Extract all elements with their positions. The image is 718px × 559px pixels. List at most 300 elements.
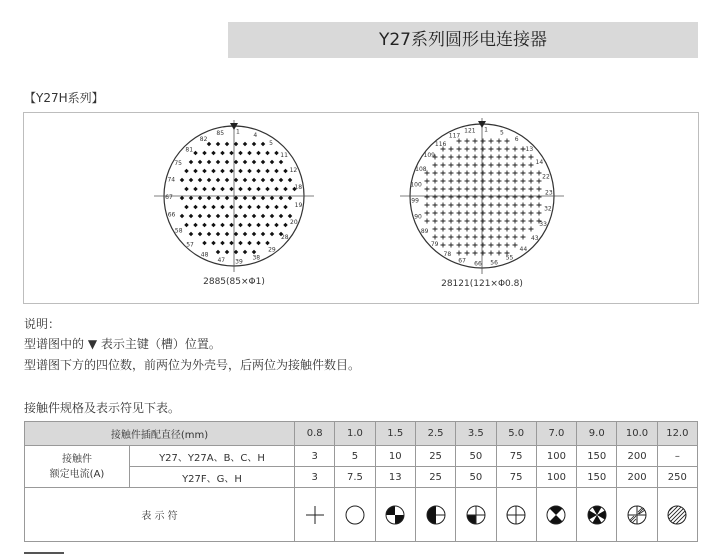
contact-pin: [207, 178, 212, 183]
contact-pin: [193, 169, 198, 174]
contact-pin: [441, 187, 446, 192]
contact-pin: [513, 211, 518, 216]
contact-pin: [465, 227, 470, 232]
contact-pin: [261, 232, 266, 237]
value-cell: 200: [617, 446, 657, 467]
contact-pin: [441, 219, 446, 224]
contact-pin: [449, 147, 454, 152]
contact-pin: [220, 169, 225, 174]
contact-pin: [465, 171, 470, 176]
diameter-cell: 1.0: [335, 422, 375, 446]
pin-number-label: 39: [235, 258, 243, 266]
contact-pin: [449, 171, 454, 176]
contact-pin: [481, 211, 486, 216]
contact-pin: [207, 214, 212, 219]
contact-pin: [489, 211, 494, 216]
contact-pin: [193, 205, 198, 210]
contact-pin: [441, 171, 446, 176]
contact-pin: [497, 187, 502, 192]
contact-pin: [505, 155, 510, 160]
contact-pin: [247, 223, 252, 228]
contact-pin: [497, 243, 502, 248]
contact-pin: [193, 223, 198, 228]
contact-pin: [489, 163, 494, 168]
contact-pin: [481, 251, 486, 256]
contact-pin: [481, 203, 486, 208]
contact-pin: [265, 205, 270, 210]
contact-pin: [457, 235, 462, 240]
contact-pin: [497, 251, 502, 256]
value-cell: 25: [415, 467, 455, 488]
contact-pin: [279, 160, 284, 165]
rated-current-label-line1: 接触件: [62, 453, 92, 465]
contact-pin: [216, 196, 221, 201]
pin-number-label: 56: [490, 259, 498, 267]
contact-pin: [220, 205, 225, 210]
contact-pin: [521, 227, 526, 232]
contact-pin: [234, 232, 239, 237]
contact-pin: [457, 251, 462, 256]
contact-pin: [202, 241, 207, 246]
contact-pin: [489, 179, 494, 184]
contact-pin: [497, 155, 502, 160]
contact-pin: [234, 178, 239, 183]
contact-pin: [537, 211, 542, 216]
contact-pin: [252, 232, 257, 237]
contact-pin: [529, 187, 534, 192]
pin-number-label: 22: [542, 173, 550, 181]
contact-pin: [481, 179, 486, 184]
pin-number-label: 5: [269, 140, 273, 148]
contact-pin: [497, 171, 502, 176]
contact-pin: [481, 187, 486, 192]
contact-pin: [521, 179, 526, 184]
contact-pin: [247, 151, 252, 156]
contact-pin: [211, 205, 216, 210]
pin-number-label: 79: [430, 240, 439, 248]
contact-pin: [261, 196, 266, 201]
contact-pin: [505, 227, 510, 232]
table-intro: 接触件规格及表示符见下表。: [24, 401, 181, 415]
contact-pin: [283, 187, 288, 192]
value-cell: 10: [375, 446, 415, 467]
contact-pin: [481, 171, 486, 176]
contact-pin: [261, 142, 266, 147]
contact-pin: [189, 160, 194, 165]
diameter-cell: 12.0: [657, 422, 697, 446]
contact-pin: [505, 211, 510, 216]
contact-pin: [497, 139, 502, 144]
contact-pin: [465, 243, 470, 248]
contact-pin: [513, 155, 518, 160]
pin-number-label: 121: [464, 127, 476, 135]
contact-pin: [449, 211, 454, 216]
contact-pin: [449, 227, 454, 232]
contact-pin: [537, 195, 542, 200]
diagram-caption: 2885(85×Φ1): [203, 277, 265, 287]
page-title-bar: [228, 22, 698, 58]
contact-pin: [441, 155, 446, 160]
value-cell: 150: [577, 467, 617, 488]
contact-pin: [216, 178, 221, 183]
series-label: 【Y27H系列】: [24, 91, 104, 105]
contact-pin: [207, 232, 212, 237]
contact-pin: [505, 243, 510, 248]
contact-pin: [513, 195, 518, 200]
contact-pin: [198, 232, 203, 237]
value-cell: 13: [375, 467, 415, 488]
contact-pin: [465, 163, 470, 168]
contact-pin: [465, 179, 470, 184]
contact-pin: [433, 195, 438, 200]
contact-pin: [465, 155, 470, 160]
contact-pin: [473, 203, 478, 208]
contact-pin: [489, 235, 494, 240]
contact-pin: [202, 223, 207, 228]
pin-number-label: 29: [268, 246, 276, 254]
contact-pin: [433, 187, 438, 192]
pin-number-label: 85: [216, 129, 225, 137]
contact-pin: [220, 241, 225, 246]
contact-pin: [449, 163, 454, 168]
contact-pin: [457, 195, 462, 200]
contact-pin: [425, 219, 430, 224]
contact-pin: [243, 142, 248, 147]
contact-pin: [234, 196, 239, 201]
contact-pin: [441, 203, 446, 208]
diameter-cell: 2.5: [415, 422, 455, 446]
contact-pin: [521, 171, 526, 176]
contact-pin: [513, 203, 518, 208]
diameter-cell: 5.0: [496, 422, 536, 446]
symbol-cell: [496, 488, 536, 542]
contact-pin: [473, 147, 478, 152]
quarter-black-bl-icon: [464, 503, 488, 527]
contact-pin: [513, 243, 518, 248]
contact-pin: [256, 241, 261, 246]
contact-pin: [207, 196, 212, 201]
contact-pin: [238, 187, 243, 192]
value-cell: 100: [536, 446, 576, 467]
contact-pin: [521, 195, 526, 200]
contact-pin: [425, 203, 430, 208]
contact-pin: [497, 227, 502, 232]
contact-pin: [274, 169, 279, 174]
contact-pin: [225, 250, 230, 255]
pin-number-label: 108: [415, 166, 427, 174]
pin-number-label: 67: [458, 257, 466, 265]
contact-pin: [489, 187, 494, 192]
contact-pin: [521, 155, 526, 160]
contact-pin: [184, 223, 189, 228]
rated-current-label: [25, 446, 130, 488]
contact-pin: [489, 171, 494, 176]
contact-pin: [529, 195, 534, 200]
contact-pin: [252, 160, 257, 165]
contact-pin: [441, 163, 446, 168]
contact-pin: [449, 195, 454, 200]
contact-pin: [513, 179, 518, 184]
contact-pin: [521, 235, 526, 240]
contact-pin: [537, 179, 542, 184]
contact-pin: [270, 178, 275, 183]
contact-pin: [211, 151, 216, 156]
notes-header: 说明：: [24, 317, 61, 331]
contact-pin: [288, 196, 293, 201]
pin-number-label: 4: [253, 132, 258, 140]
contact-pin: [473, 235, 478, 240]
contact-pin: [274, 205, 279, 210]
contact-pin: [198, 178, 203, 183]
diameter-header: 接触件插配直径(mm): [25, 422, 295, 446]
pin-number-label: 74: [167, 176, 176, 184]
pin-number-label: 48: [200, 251, 209, 259]
contact-pin: [449, 219, 454, 224]
contact-pin: [193, 187, 198, 192]
pin-number-label: 57: [186, 241, 194, 249]
contact-pin: [457, 155, 462, 160]
contact-pin: [234, 142, 239, 147]
contact-pin: [220, 151, 225, 156]
contact-pin: [270, 160, 275, 165]
circle-cross-icon: [504, 503, 528, 527]
contact-pin: [441, 179, 446, 184]
diameter-cell: 0.8: [295, 422, 335, 446]
contact-pin: [261, 214, 266, 219]
contact-pin: [521, 219, 526, 224]
contact-pin: [465, 187, 470, 192]
contact-pin: [529, 171, 534, 176]
contact-pin: [216, 232, 221, 237]
symbol-cell: [617, 488, 657, 542]
contact-pin: [216, 250, 221, 255]
contact-pin: [189, 232, 194, 237]
contact-pin: [473, 219, 478, 224]
contact-pin: [265, 187, 270, 192]
contact-pin: [433, 171, 438, 176]
contact-pin: [505, 195, 510, 200]
contact-pin: [489, 147, 494, 152]
circle-icon: [343, 503, 367, 527]
contact-pin: [283, 205, 288, 210]
contact-pin: [234, 214, 239, 219]
contact-pin: [465, 251, 470, 256]
contact-pin: [243, 160, 248, 165]
contact-pin: [473, 195, 478, 200]
contact-pin: [497, 211, 502, 216]
contact-pin: [211, 169, 216, 174]
contact-pin: [441, 195, 446, 200]
contact-pin: [238, 151, 243, 156]
pin-number-label: 20: [290, 218, 298, 226]
value-cell: 75: [496, 446, 536, 467]
symbol-cell: [657, 488, 697, 542]
rated-current-label-line2: 额定电流(A): [49, 468, 105, 480]
contact-pin: [449, 155, 454, 160]
contact-pin: [473, 251, 478, 256]
contact-pin: [473, 227, 478, 232]
contact-pin: [497, 195, 502, 200]
contact-pin: [537, 171, 542, 176]
contact-pin: [521, 203, 526, 208]
pin-number-label: 32: [544, 205, 552, 213]
contact-pin: [211, 223, 216, 228]
contact-pin: [283, 223, 288, 228]
contact-pin: [505, 203, 510, 208]
contact-pin: [220, 223, 225, 228]
contact-pin: [256, 169, 261, 174]
contact-pin: [497, 179, 502, 184]
contact-pin: [243, 250, 248, 255]
plus-icon: [303, 503, 327, 527]
contact-pin: [489, 155, 494, 160]
contact-pin: [198, 214, 203, 219]
contact-pin: [441, 227, 446, 232]
pin-number-label: 116: [434, 140, 447, 148]
diameter-cell: 7.0: [536, 422, 576, 446]
contact-pin: [252, 142, 257, 147]
contact-pin: [457, 179, 462, 184]
pin-number-label: 33: [539, 220, 547, 228]
value-cell: 100: [536, 467, 576, 488]
contact-pin: [513, 227, 518, 232]
contact-pin: [238, 205, 243, 210]
contact-pin: [288, 214, 293, 219]
contact-pin: [513, 171, 518, 176]
contact-pin: [243, 196, 248, 201]
contact-pin: [513, 235, 518, 240]
contact-pin: [481, 235, 486, 240]
contact-pin: [489, 203, 494, 208]
model-cell: Y27F、G、H: [130, 467, 295, 488]
contact-pin: [433, 179, 438, 184]
contact-pin: [220, 187, 225, 192]
model-cell: Y27、Y27A、B、C、H: [130, 446, 295, 467]
contact-pin: [457, 227, 462, 232]
contact-pin: [449, 179, 454, 184]
contact-pin: [425, 211, 430, 216]
contact-pin: [202, 151, 207, 156]
contact-pin: [529, 163, 534, 168]
value-cell: 50: [456, 467, 496, 488]
contact-pin: [202, 187, 207, 192]
diameter-cell: 3.5: [456, 422, 496, 446]
contact-pin: [433, 203, 438, 208]
contact-pin: [225, 178, 230, 183]
contact-pin: [270, 214, 275, 219]
table-row: [25, 446, 698, 467]
symbol-cell: [577, 488, 617, 542]
contact-pin: [238, 241, 243, 246]
pin-number-label: 58: [174, 227, 183, 235]
contact-pin: [481, 243, 486, 248]
contact-pin: [247, 241, 252, 246]
contact-pin: [481, 139, 486, 144]
diameter-cell: 10.0: [617, 422, 657, 446]
contact-pin: [481, 163, 486, 168]
contact-pin: [216, 160, 221, 165]
contact-pin: [270, 196, 275, 201]
pin-number-label: 6: [514, 136, 519, 144]
contact-pin: [243, 232, 248, 237]
contact-pin: [229, 151, 234, 156]
contact-pin: [505, 147, 510, 152]
value-cell: 5: [335, 446, 375, 467]
contact-pin: [521, 163, 526, 168]
contact-pin: [465, 219, 470, 224]
contact-pin: [481, 227, 486, 232]
contact-pin: [465, 195, 470, 200]
contact-pin: [238, 223, 243, 228]
value-cell: 200: [617, 467, 657, 488]
quarter-black-tl-icon: [383, 503, 407, 527]
contact-pin: [481, 195, 486, 200]
hatched-icon: [665, 503, 689, 527]
contact-pin: [243, 214, 248, 219]
contact-pin: [184, 187, 189, 192]
contact-pin: [265, 151, 270, 156]
contact-pin: [505, 235, 510, 240]
contact-pin: [457, 211, 462, 216]
contact-pin: [489, 251, 494, 256]
pin-number-label: 117: [448, 132, 461, 140]
contact-pin: [243, 178, 248, 183]
contact-pin: [513, 163, 518, 168]
contact-pin: [225, 232, 230, 237]
contact-pin: [433, 163, 438, 168]
pin-number-label: 100: [410, 181, 422, 189]
symbol-cell: [335, 488, 375, 542]
contact-pin: [441, 211, 446, 216]
pin-number-label: 23: [545, 189, 553, 197]
contact-pin: [433, 219, 438, 224]
pin-number-label: 1: [235, 128, 240, 136]
page-title: Y27系列圆形电连接器: [378, 30, 548, 50]
symbol-cell: [456, 488, 496, 542]
contact-pin: [279, 196, 284, 201]
contact-pin: [449, 187, 454, 192]
contact-pin: [229, 169, 234, 174]
contact-pin: [202, 169, 207, 174]
contact-pin: [473, 211, 478, 216]
value-cell: 75: [496, 467, 536, 488]
pin-number-label: 55: [505, 254, 514, 262]
contact-pin: [441, 243, 446, 248]
contact-pin: [473, 243, 478, 248]
contact-pin: [449, 243, 454, 248]
note-line-1: 型谱图中的 ▼ 表示主键（槽）位置。: [24, 337, 221, 351]
four-sector-icon: [585, 503, 609, 527]
contact-pin: [521, 187, 526, 192]
contact-pin: [256, 187, 261, 192]
contact-pin: [505, 219, 510, 224]
contact-pin: [489, 139, 494, 144]
contact-pin: [261, 160, 266, 165]
contact-pin: [489, 243, 494, 248]
contact-pin: [513, 219, 518, 224]
pin-number-label: 12: [289, 167, 298, 175]
contact-pin: [449, 235, 454, 240]
contact-pin: [229, 223, 234, 228]
contact-pin: [234, 160, 239, 165]
contact-pin: [457, 163, 462, 168]
contact-pin: [529, 179, 534, 184]
contact-pin: [247, 205, 252, 210]
contact-pin: [529, 227, 534, 232]
table-header-row: [25, 422, 698, 446]
contact-pin: [529, 219, 534, 224]
pin-layout-diagrams: [24, 113, 698, 303]
